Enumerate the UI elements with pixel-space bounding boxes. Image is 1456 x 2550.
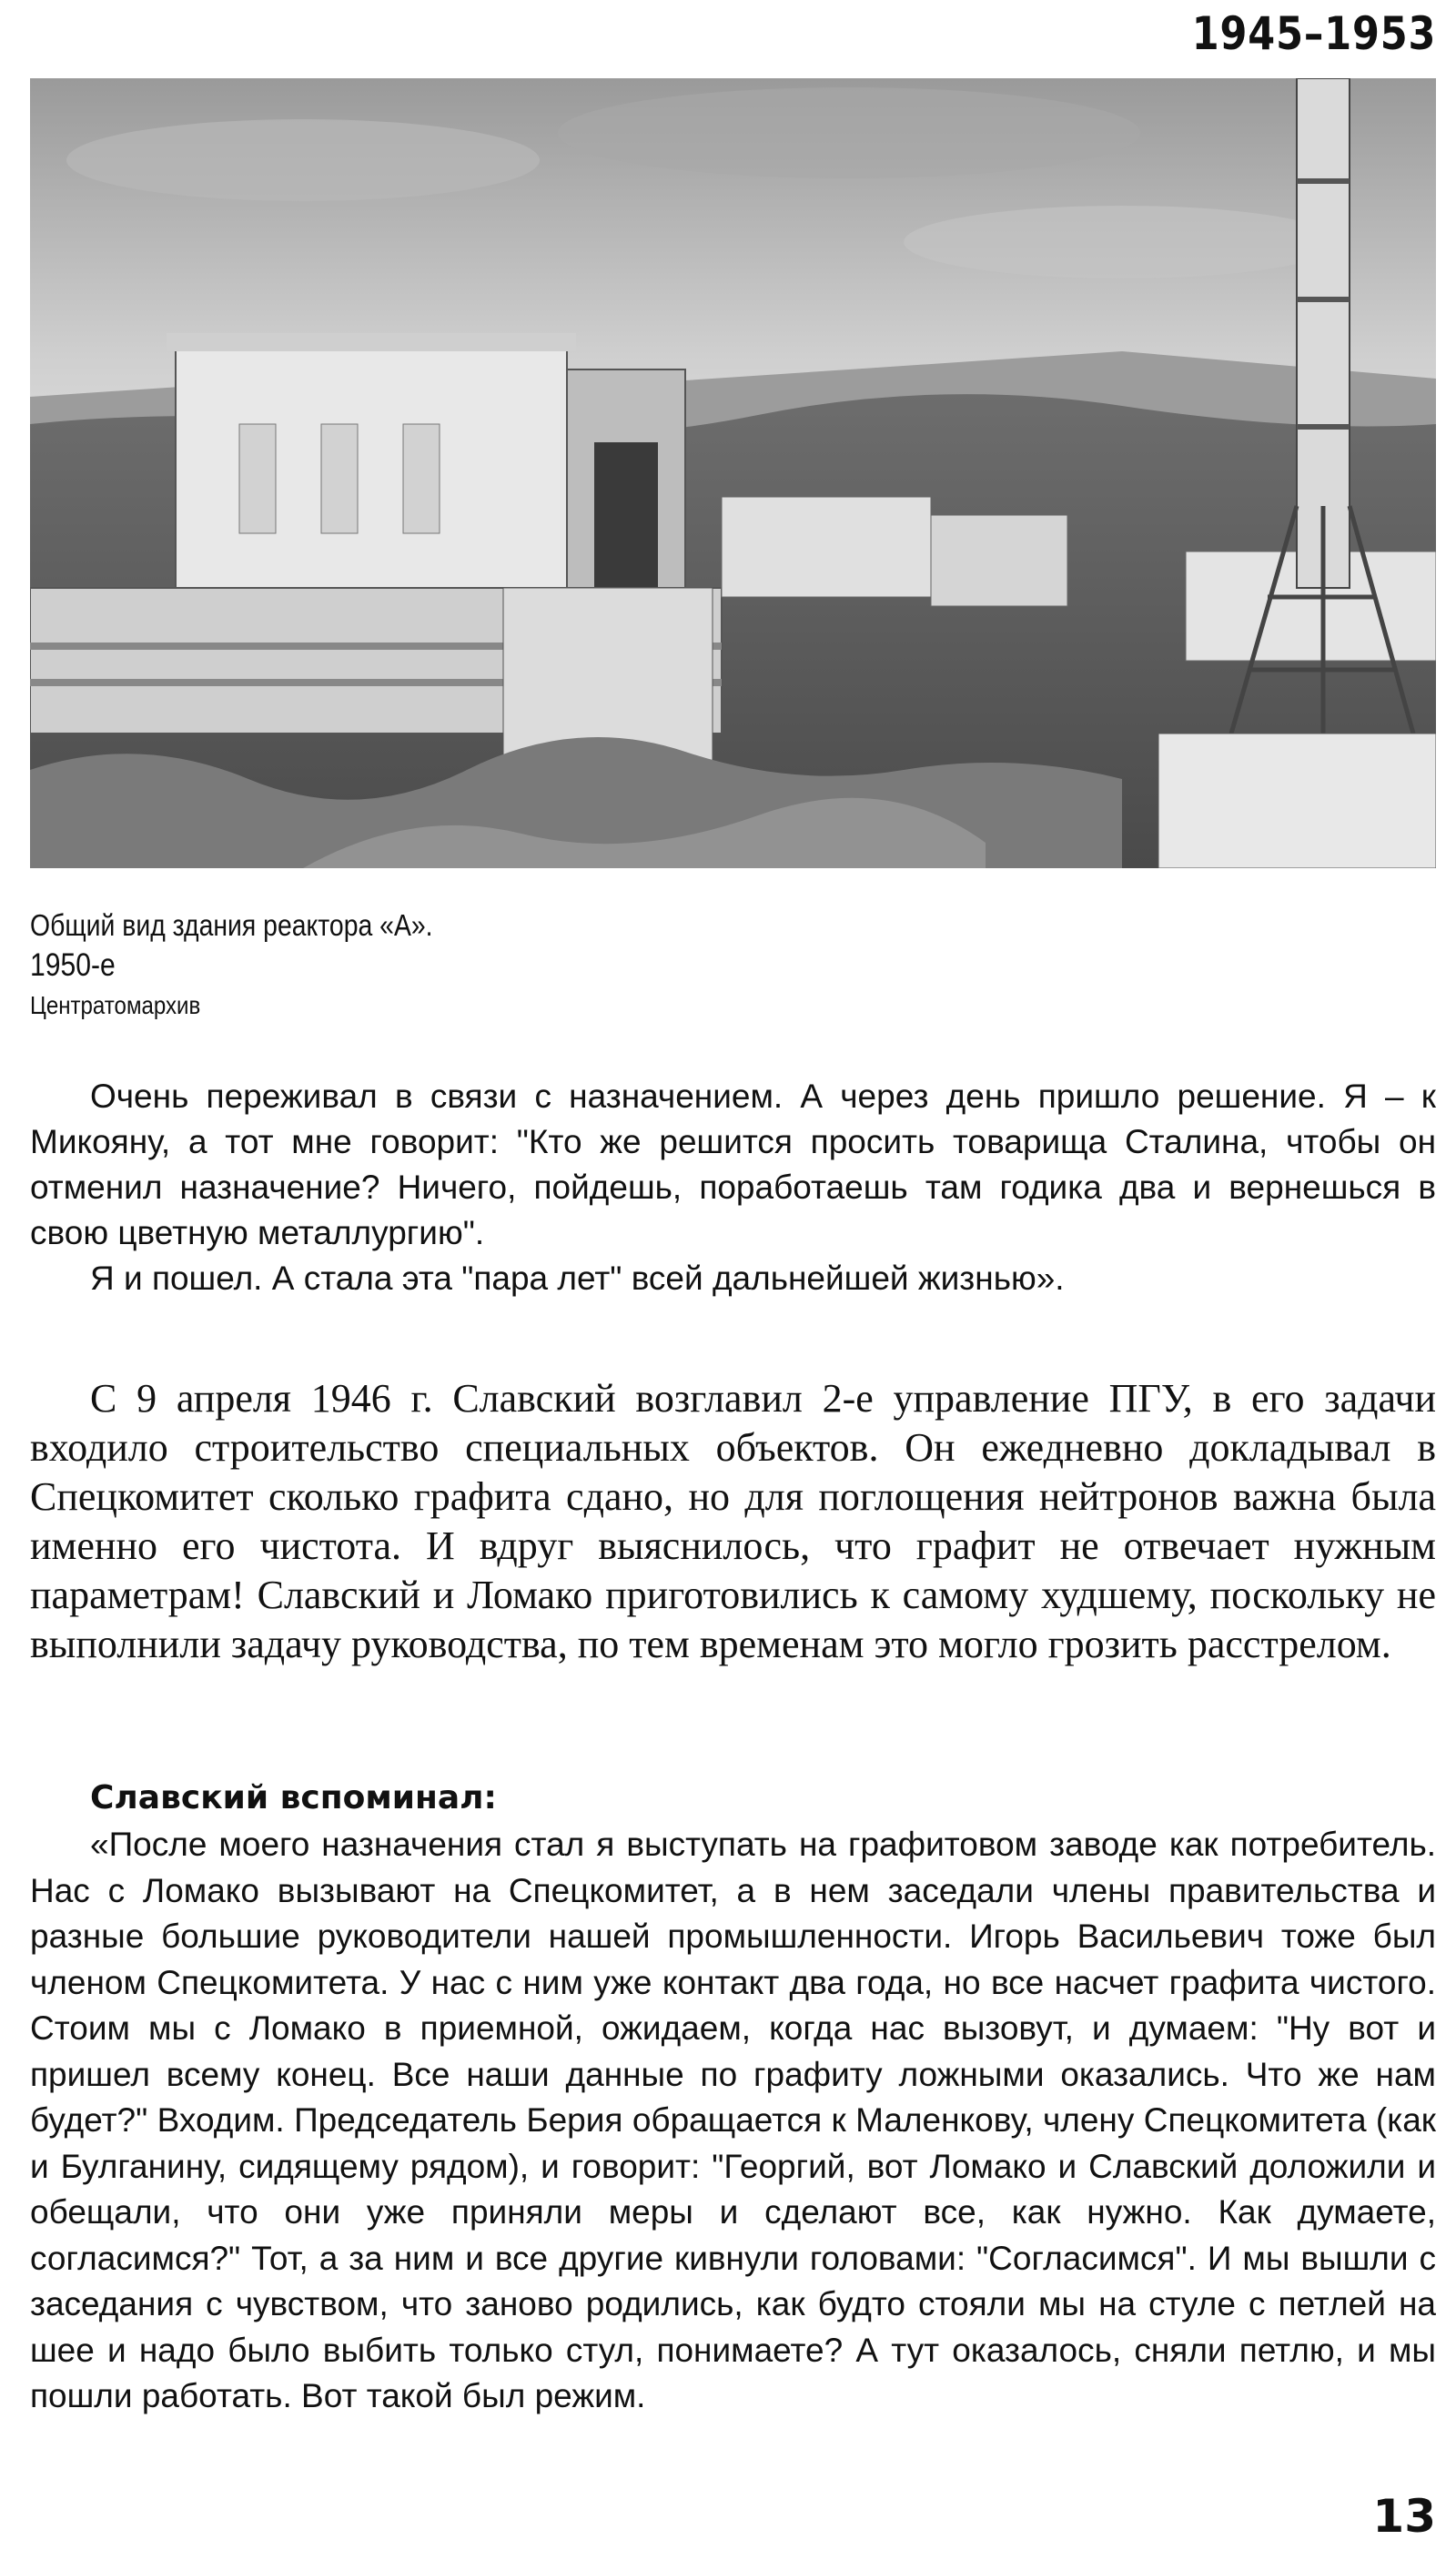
quote-paragraph: Очень переживал в связи с назначением. А через день пришло решение. Я – к Микояну, а тот мне говорит: "Кто же решится просить товарища Сталина, чтобы он отменил назначение? Ничего, пойдешь, поработаешь там годика два и вернешься в свою цветную металлургию". xyxy=(30,1078,1436,1251)
main-text xyxy=(30,1374,1436,1669)
memoir-paragraph: «После моего назначения стал я выступать на графитовом заводе как потребитель. Нас с Ломако вызывают на Спецкомитет, а в нем заседали члены правительства и разные большие руководители нашей промышленности. Игорь Васильевич тоже был членом Спецкомитета. У нас с ним уже контакт два года, но все насчет графита чистого. Стоим мы с Ломако в приемной, ожидаем, когда нас вызовут, и думаем: "Ну вот и пришел всему конец. Все наши данные по графиту ложными оказались. Что же нам будет?" Входим. Председатель Берия обращается к Маленкову, члену Спецкомитета (как и Булганину, сидящему рядом), и говорит: "Георгий, вот Ломако и Славский доложили и обещали, что они уже приняли меры и сделают все, как нужно. Как думаете, согласимся?" Тот, а за ним и все другие кивнули головами: "Согласимся". И мы вышли с заседания с чувством, что заново родились, как будто стояли мы на стуле с петлей на шее и надо было выбить только стул, понимаете? А тут оказалось, сняли петлю, и мы пошли работать. Вот такой был режим. xyxy=(30,1826,1436,2414)
page-number: 13 xyxy=(1372,2490,1436,2543)
quote-block xyxy=(30,1074,1436,1301)
caption-source: Центратомархив xyxy=(30,991,201,1019)
reactor-building-photo xyxy=(30,78,1436,868)
caption-title: Общий вид здания реактора «А». xyxy=(30,908,433,942)
quote-paragraph: Я и пошел. А стала эта "пара лет" всей дальнейшей жизнью». xyxy=(90,1260,1065,1297)
memoir-heading: Славский вспоминал: xyxy=(90,1779,497,1816)
photo-caption xyxy=(30,906,499,1025)
main-paragraph: С 9 апреля 1946 г. Славский возглавил 2-е управление ПГУ, в его задачи входило строительство специальных объектов. Он ежедневно докладывал в Спецкомитет сколько графита сдано, но для поглощения нейтронов важна была именно его чистота. И вдруг выяснилось, что графит не отвечает нужным параметрам! Славский и Ломако приготовились к самому худшему, поскольку не выполнили задачу руководства, по тем временам это могло грозить расстрелом. xyxy=(30,1376,1436,1666)
photo-illustration xyxy=(30,78,1436,868)
memoir-section xyxy=(30,1775,1436,2420)
chapter-years: 1945–1953 xyxy=(1191,7,1436,60)
caption-date: 1950-е xyxy=(30,947,116,983)
